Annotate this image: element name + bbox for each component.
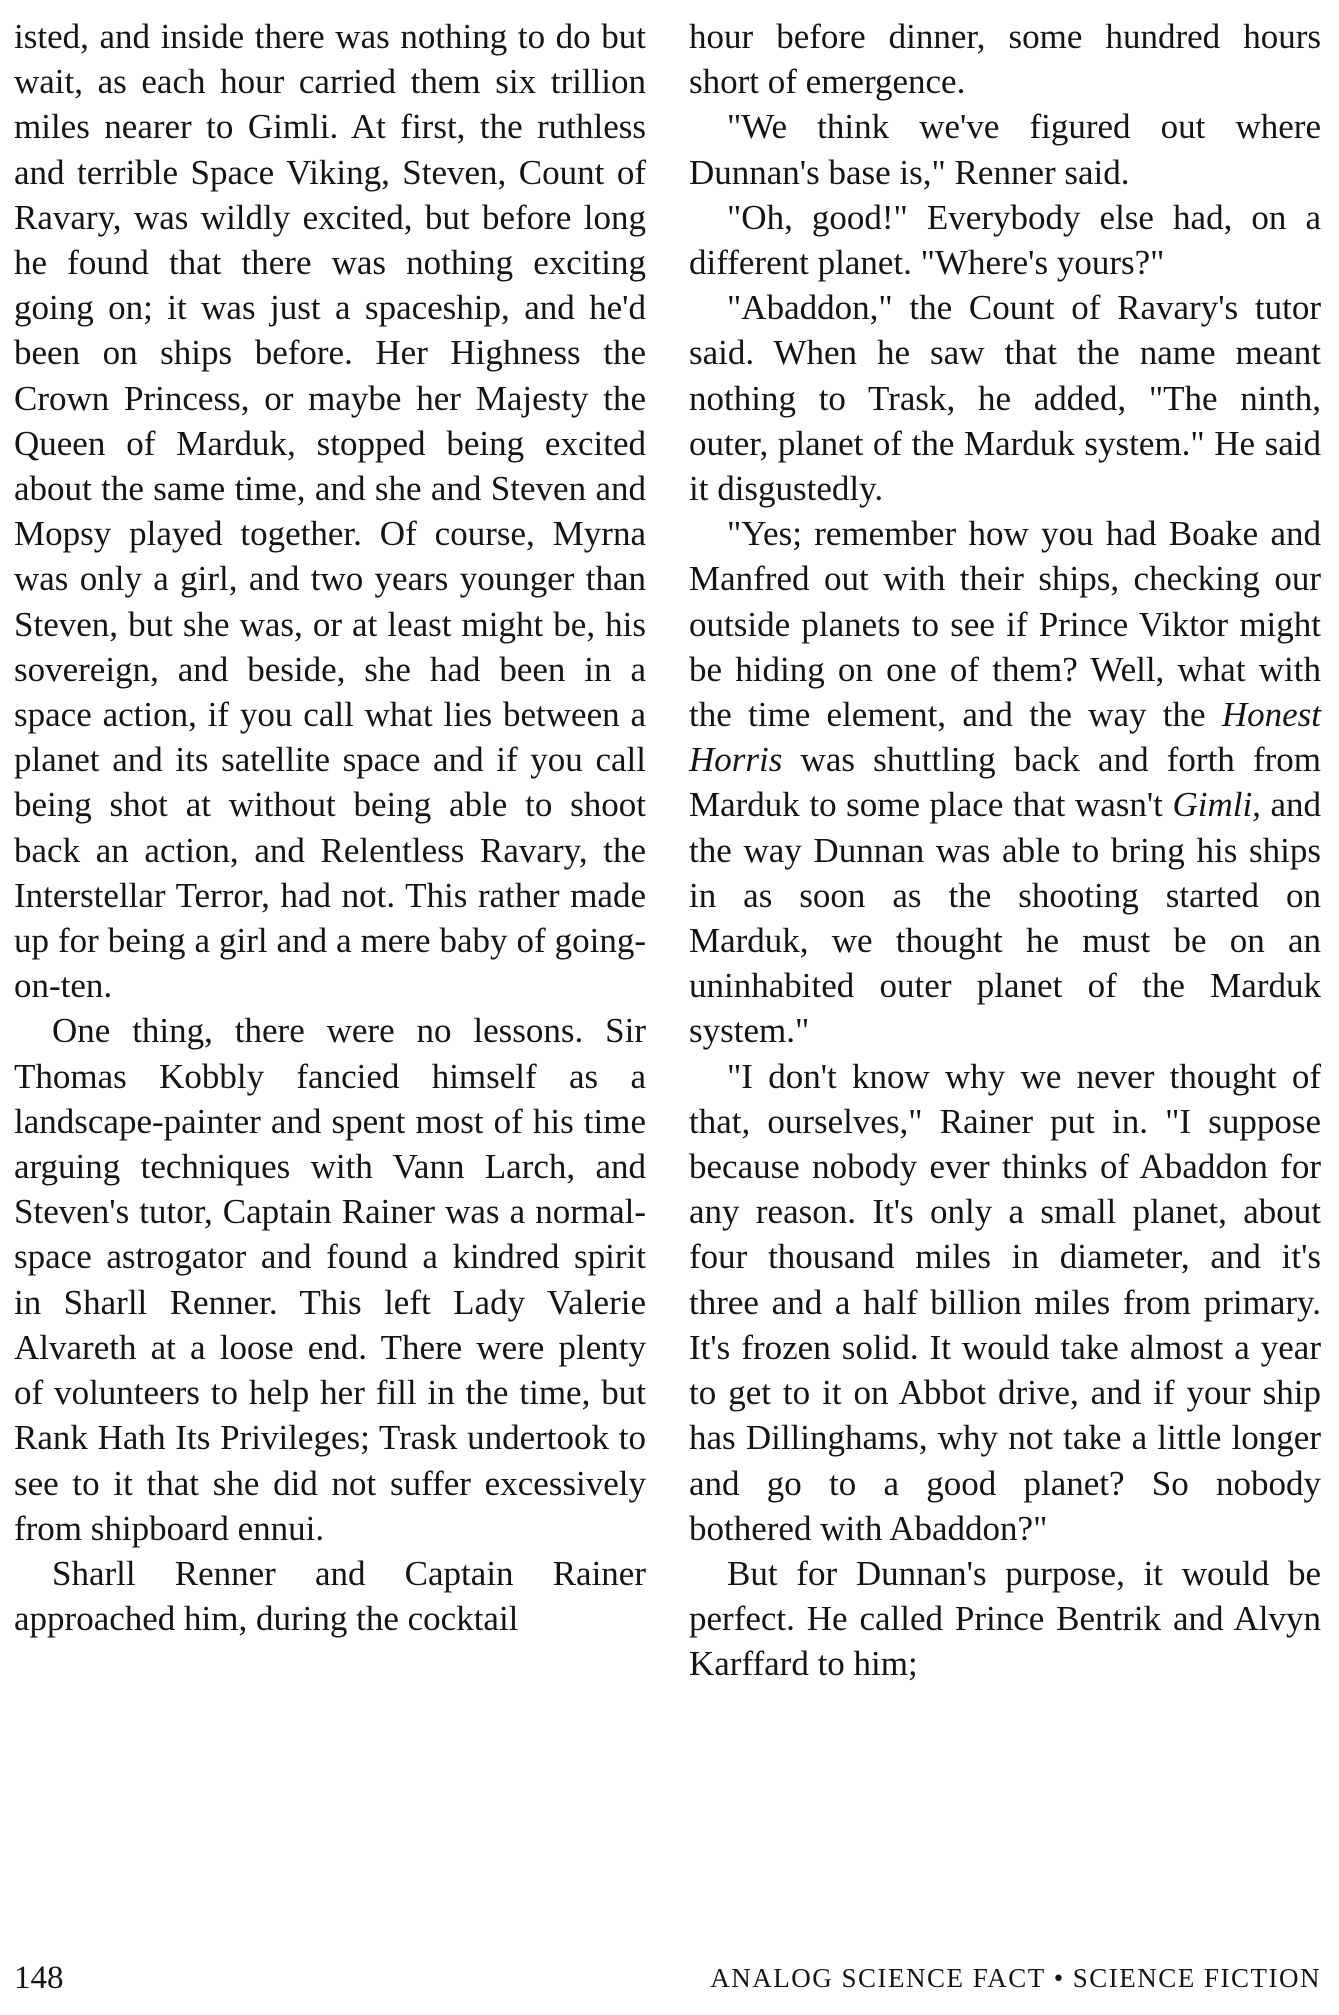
paragraph: "We think we've figured out where Dunnan's base is," Renner said. [689, 107, 1321, 192]
paragraph: Sharll Renner and Captain Rainer approached him, during the cocktail [14, 1553, 646, 1639]
text-column-left [14, 14, 646, 1641]
text-run: and the way Dunnan was able to bring his ships in as soon as the shooting started on Marduk, we thought he must be on an uninhabited outer planet of the Marduk system." [689, 785, 1321, 1051]
text-run: was shuttling back and forth from Marduk to some place that wasn't [689, 740, 1321, 825]
paragraph: One thing, there were no lessons. Sir Thomas Kobbly fancied himself as a landscape-painter and spent most of his time arguing techniques with Vann Larch, and Steven's tutor, Captain Rainer was a normal-space astrogator and found a kindred spirit in Sharll Renner. This left Lady Valerie Alvareth at a loose end. There were plenty of volunteers to help her fill in the time, but Rank Hath Its Privileges; Trask undertook to see to it that she did not suffer excessively from shipboard ennui. [14, 1011, 646, 1548]
running-head-right: SCIENCE FICTION [1072, 1963, 1321, 1993]
planet-name-italic: Gimli, [1172, 785, 1261, 825]
paragraph: isted, and inside there was nothing to do but wait, as each hour carried them six trillion miles nearer to Gimli. At first, the ruthless and terrible Space Viking, Steven, Count of Ravary, was wildly excited, but before long he found that there was nothing exciting going on; it was just a spaceship, and he'd been on ships before. Her Highness the Crown Princess, or maybe her Majesty the Queen of Marduk, stopped being excited about the same time, and she and Steven and Mopsy played together. Of course, Myrna was only a girl, and two years younger than Steven, but she was, or at least might be, his sovereign, and beside, she had been in a space action, if you call what lies between a planet and its satellite space and if you call being shot at without being able to shoot back an action, and Relentless Ravary, the Interstellar Terror, had not. This rather made up for being a girl and a mere baby of going-on-ten. [14, 17, 646, 1006]
page-footer [14, 1956, 1321, 2000]
text-column-right [689, 14, 1321, 1687]
separator-dot: • [1053, 1963, 1065, 1993]
page-number: 148 [14, 1960, 64, 1996]
text-run: "Yes; remember how you had Boake and Manfred out with their ships, checking our outside planets to see if Prince Viktor might be hiding on one of them? Well, what with the time element, and the way the [689, 514, 1321, 735]
paragraph: "I don't know why we never thought of that, ourselves," Rainer put in. "I suppose because nobody ever thinks of Abaddon for any reason. It's only a small planet, about four thousand miles in diameter, and it's three and a half billion miles from primary. It's frozen solid. It would take almost a year to get to it on Abbot drive, and if your ship has Dillinghams, why not take a little longer and go to a good planet? So nobody bothered with Abaddon?" [689, 1056, 1321, 1548]
paragraph: "Abaddon," the Count of Ravary's tutor said. When he saw that the name meant nothing to Trask, he added, "The ninth, outer, planet of the Marduk system." He said it disgustedly. [689, 288, 1321, 509]
ship-name-italic: Honest Horris [689, 695, 1321, 780]
paragraph [689, 511, 1321, 1053]
running-head-left: ANALOG SCIENCE FACT [710, 1963, 1046, 1993]
paragraph: But for Dunnan's purpose, it would be perfect. He called Prince Bentrik and Alvyn Karffard to him; [689, 1553, 1321, 1684]
paragraph: "Oh, good!" Everybody else had, on a different planet. "Where's yours?" [689, 197, 1321, 283]
running-head [710, 1956, 1321, 2000]
paragraph: hour before dinner, some hundred hours short of emergence. [689, 17, 1321, 102]
